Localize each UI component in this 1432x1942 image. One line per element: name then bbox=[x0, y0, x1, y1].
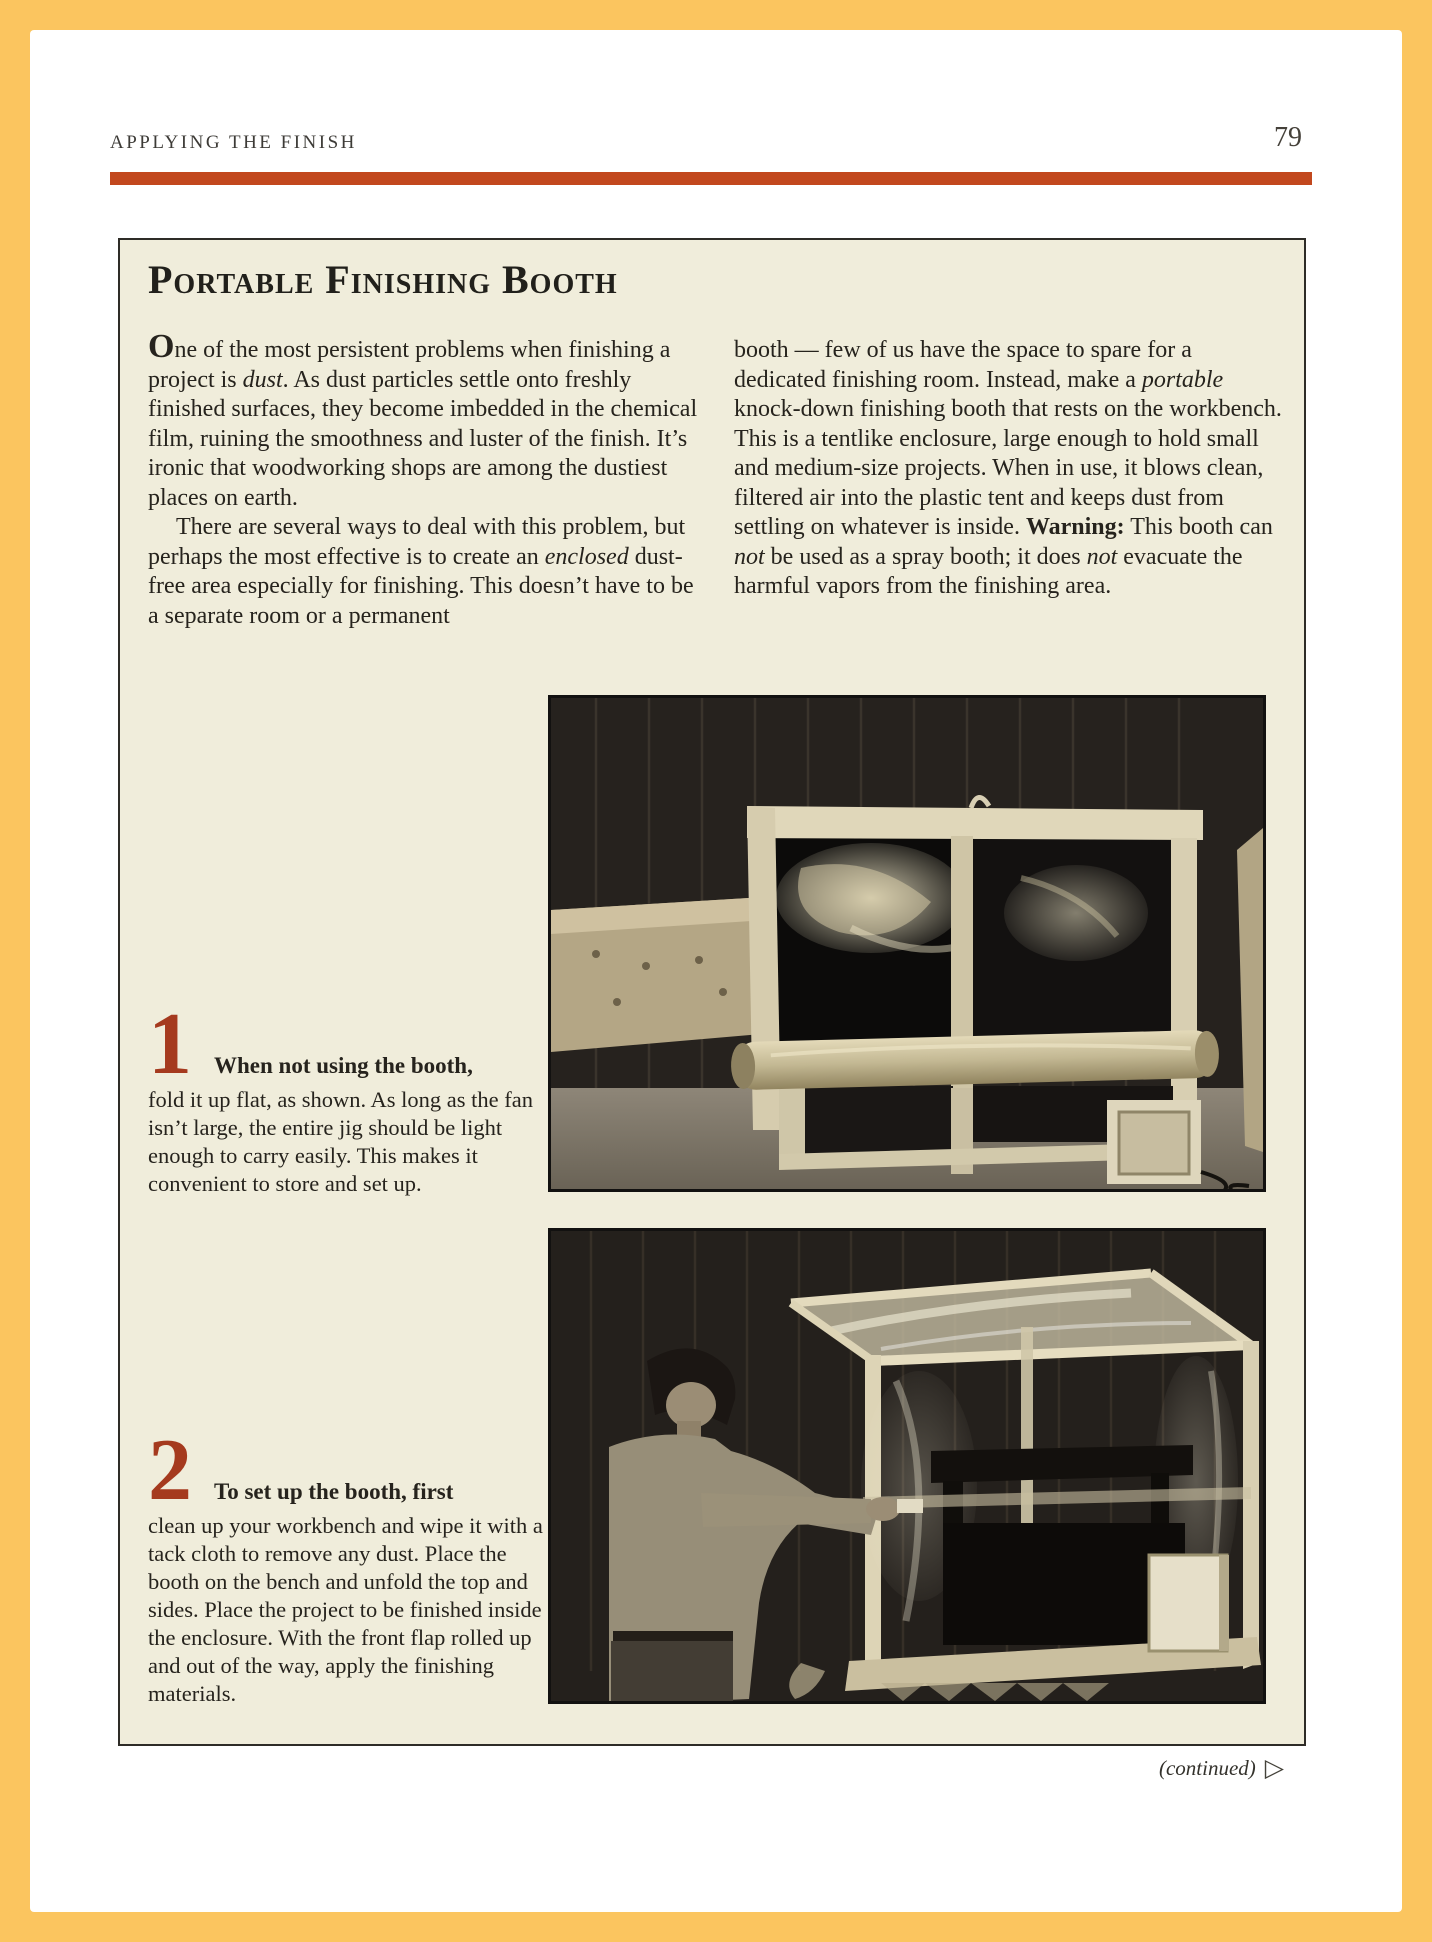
step-1-photo bbox=[548, 695, 1266, 1192]
body-paragraph: There are several ways to deal with this problem, but perhaps the most effective is to create an enclosed dust-free area especially for finishing. This doesn’t have to be a separate room or a permanent bbox=[148, 514, 694, 629]
body-paragraph: One of the most persistent problems when finishing a project is dust. As dust particles settle onto freshly finished surfaces, they become imbedded in the chemical film, ruining the smoothness and luster of the finish. It’s ironic that woodworking shops are among the dustiest places on earth. bbox=[148, 328, 698, 511]
running-header: APPLYING THE FINISH bbox=[110, 132, 357, 153]
step-2-heading bbox=[148, 1422, 554, 1519]
step-2-number: 2 bbox=[148, 1422, 192, 1519]
continued-label: (continued) bbox=[1158, 1756, 1256, 1780]
page-number: 79 bbox=[1274, 122, 1302, 153]
article-title: Portable Finishing Booth bbox=[148, 257, 618, 302]
body-text-columns bbox=[148, 328, 1282, 631]
step-1-heading bbox=[148, 996, 554, 1093]
step-2-photo bbox=[548, 1228, 1266, 1704]
text-column-right bbox=[734, 336, 1282, 631]
booth-setup-photo-illustration bbox=[551, 1231, 1263, 1701]
article-panel bbox=[118, 238, 1306, 1746]
step-1-caption bbox=[148, 996, 554, 1198]
step-2-caption bbox=[148, 1422, 554, 1708]
header-rule bbox=[110, 172, 1312, 185]
step-1-text: fold it up flat, as shown. As long as the fan isn’t large, the entire jig should be light enough to carry easily. This makes it convenient to store and set up. bbox=[148, 1087, 533, 1196]
text-column-left bbox=[148, 328, 704, 631]
folded-booth-photo-illustration bbox=[551, 698, 1263, 1189]
step-2-lead: To set up the booth, first bbox=[214, 1479, 454, 1504]
step-1-number: 1 bbox=[148, 996, 192, 1093]
continued-note bbox=[1159, 1756, 1284, 1781]
book-page bbox=[30, 30, 1402, 1912]
continued-arrow-icon: ▷ bbox=[1264, 1755, 1284, 1782]
step-2-text: clean up your workbench and wipe it with a tack cloth to remove any dust. Place the booth on the bench and unfold the top and sides. Place the project to be finished inside the enclosure. With the front flap rolled up and out of the way, apply the finishing materials. bbox=[148, 1513, 543, 1706]
step-1-lead: When not using the booth, bbox=[214, 1053, 473, 1078]
body-paragraph: booth — few of us have the space to spare for a dedicated finishing room. Instead, make a portable knock-down finishing booth that rests on the workbench. This is a tentlike enclosure, large enough to hold small and medium-size projects. When in use, it blows clean, filtered air into the plastic tent and keeps dust from settling on whatever is inside. Warning: This booth can not be used as a spray booth; it does not evacuate the harmful vapors from the finishing area. bbox=[734, 337, 1282, 599]
